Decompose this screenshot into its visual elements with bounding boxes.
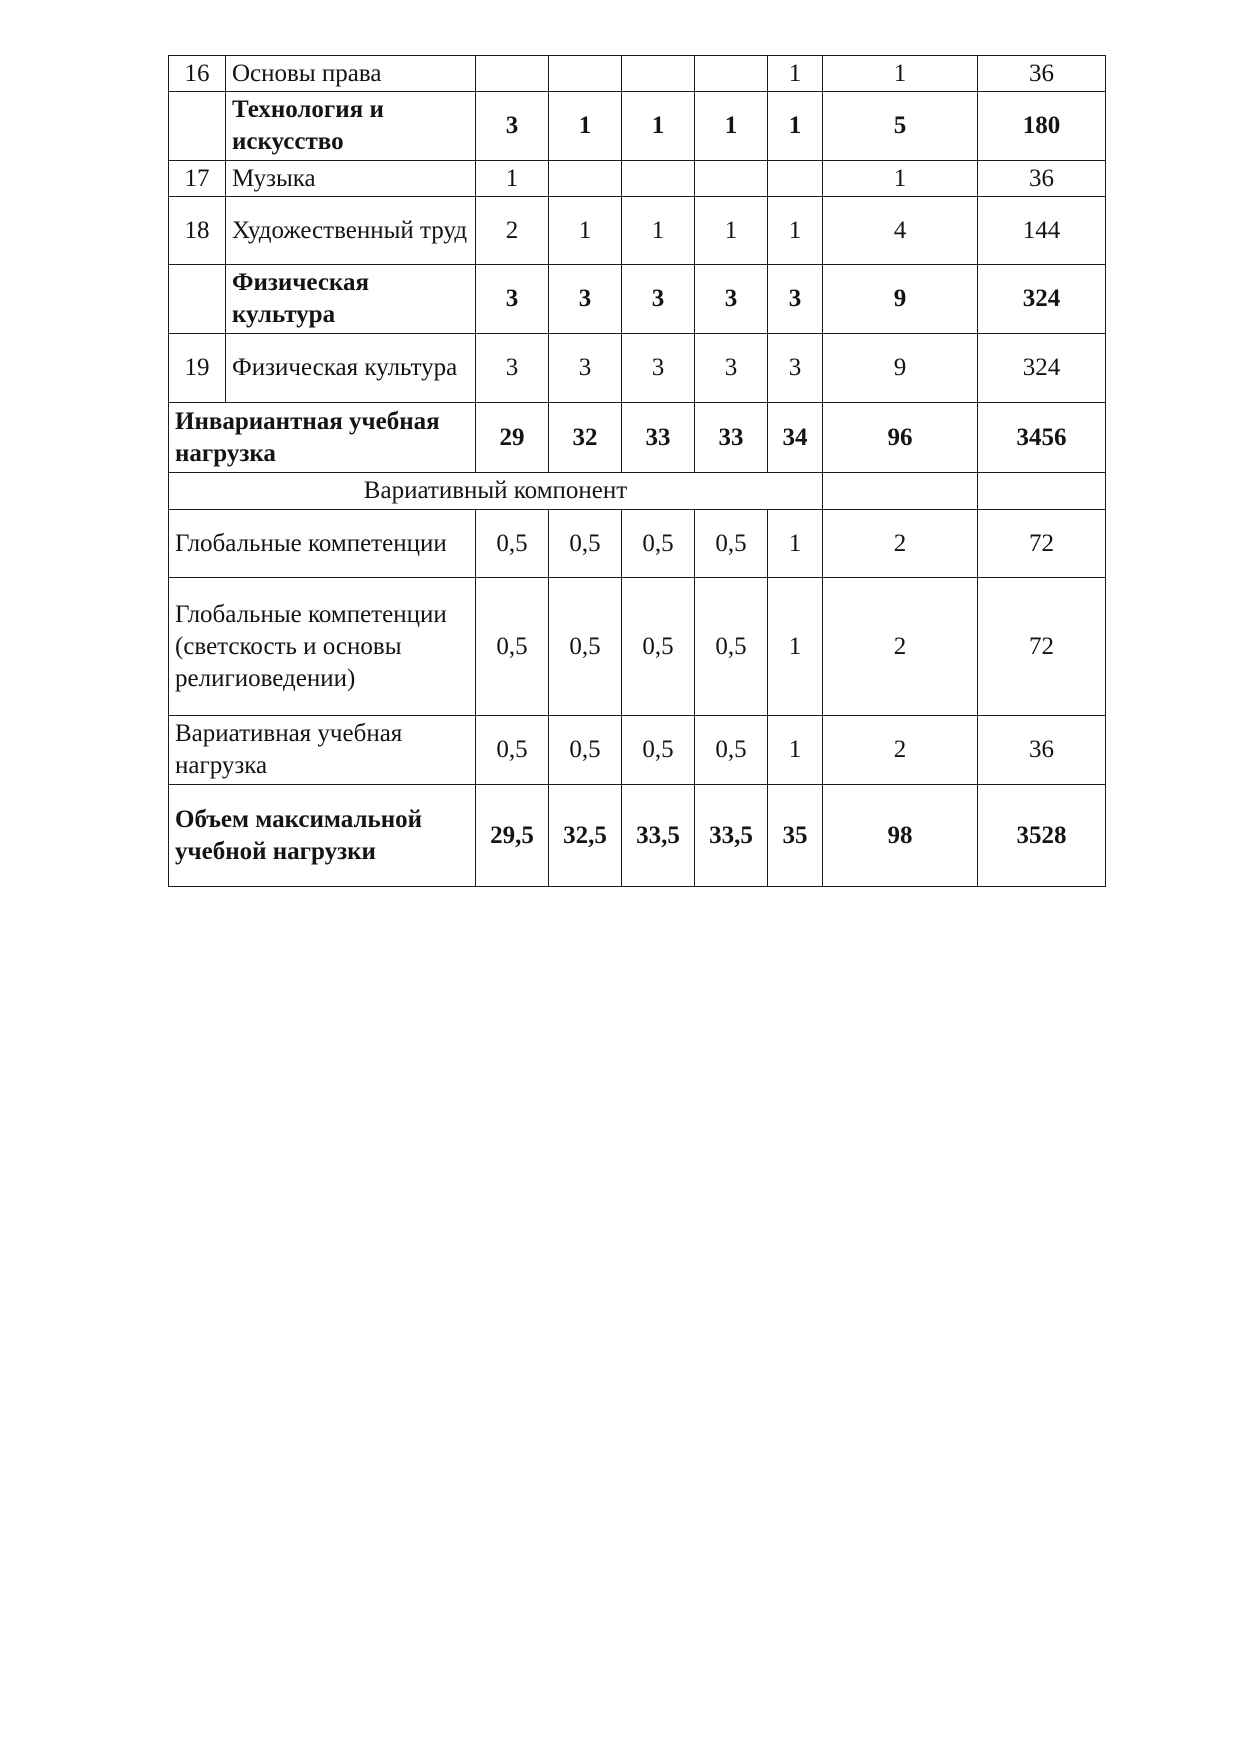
grade-hours: 1	[476, 161, 549, 197]
grade-hours: 3	[695, 265, 768, 334]
table-row-group	[169, 92, 1106, 161]
grade-hours: 0,5	[549, 716, 622, 785]
variative-header-row	[169, 473, 1106, 510]
weekly-total: 96	[823, 403, 978, 473]
grade-hours: 1	[622, 197, 695, 265]
invariant-total-label: Инвариантная учебная нагрузка	[169, 403, 476, 473]
grade-hours: 1	[768, 510, 823, 578]
annual-total: 36	[978, 716, 1106, 785]
grade-hours: 0,5	[622, 578, 695, 716]
annual-total: 72	[978, 510, 1106, 578]
grade-hours: 0,5	[622, 716, 695, 785]
grade-hours: 1	[695, 197, 768, 265]
grade-hours: 3	[622, 334, 695, 403]
grade-hours	[549, 161, 622, 197]
grade-hours: 1	[549, 92, 622, 161]
table-row	[169, 510, 1106, 578]
weekly-total: 9	[823, 334, 978, 403]
table-row	[169, 334, 1106, 403]
grade-hours: 34	[768, 403, 823, 473]
row-number	[169, 92, 226, 161]
grade-hours: 3	[476, 265, 549, 334]
row-number: 16	[169, 56, 226, 92]
grade-hours: 1	[768, 578, 823, 716]
row-number: 17	[169, 161, 226, 197]
grade-hours: 0,5	[476, 510, 549, 578]
grade-hours: 0,5	[549, 578, 622, 716]
grade-hours: 0,5	[695, 578, 768, 716]
subject-group-name: Физическая культура	[226, 265, 476, 334]
row-number	[169, 265, 226, 334]
table-row-group	[169, 265, 1106, 334]
grade-hours	[695, 161, 768, 197]
grade-hours: 1	[768, 56, 823, 92]
subject-name: Художественный труд	[226, 197, 476, 265]
grade-hours: 3	[768, 334, 823, 403]
grade-hours: 0,5	[695, 510, 768, 578]
subject-name: Физическая культура	[226, 334, 476, 403]
annual-total: 72	[978, 578, 1106, 716]
variative-subject-name: Глобальные компетенции	[169, 510, 476, 578]
grade-hours: 3	[768, 265, 823, 334]
weekly-total: 1	[823, 161, 978, 197]
weekly-total: 2	[823, 716, 978, 785]
grade-hours: 1	[695, 92, 768, 161]
grade-hours: 3	[622, 265, 695, 334]
curriculum-table	[168, 55, 1106, 887]
grade-hours: 0,5	[549, 510, 622, 578]
weekly-total: 1	[823, 56, 978, 92]
weekly-total: 9	[823, 265, 978, 334]
table-row	[169, 161, 1106, 197]
grade-hours: 0,5	[622, 510, 695, 578]
grade-hours: 3	[549, 334, 622, 403]
grade-hours	[476, 56, 549, 92]
annual-total: 324	[978, 265, 1106, 334]
weekly-total: 5	[823, 92, 978, 161]
empty-cell	[978, 473, 1106, 510]
row-number: 18	[169, 197, 226, 265]
weekly-total: 2	[823, 510, 978, 578]
table-row	[169, 197, 1106, 265]
grade-hours: 29,5	[476, 785, 549, 887]
annual-total: 144	[978, 197, 1106, 265]
variative-subject-name: Глобальные компетенции (светскость и основы религиоведении)	[169, 578, 476, 716]
grade-hours: 3	[549, 265, 622, 334]
grade-hours	[768, 161, 823, 197]
weekly-total: 98	[823, 785, 978, 887]
annual-total: 3456	[978, 403, 1106, 473]
grade-hours: 33,5	[622, 785, 695, 887]
subject-name: Музыка	[226, 161, 476, 197]
variative-section-title: Вариативный компонент	[169, 473, 823, 510]
grade-hours	[549, 56, 622, 92]
empty-cell	[823, 473, 978, 510]
grade-hours: 3	[476, 92, 549, 161]
grade-hours: 33	[695, 403, 768, 473]
subject-name: Основы права	[226, 56, 476, 92]
grade-hours: 1	[768, 197, 823, 265]
variative-subject-name: Вариативная учебная нагрузка	[169, 716, 476, 785]
grade-hours: 29	[476, 403, 549, 473]
grade-hours: 33,5	[695, 785, 768, 887]
invariant-total-row	[169, 403, 1106, 473]
grade-hours: 33	[622, 403, 695, 473]
grade-hours: 2	[476, 197, 549, 265]
row-number: 19	[169, 334, 226, 403]
annual-total: 324	[978, 334, 1106, 403]
grade-hours	[622, 56, 695, 92]
subject-group-name: Технология и искусство	[226, 92, 476, 161]
table-row	[169, 716, 1106, 785]
grade-hours: 1	[549, 197, 622, 265]
annual-total: 36	[978, 161, 1106, 197]
grade-hours: 32,5	[549, 785, 622, 887]
table-row	[169, 578, 1106, 716]
grade-hours: 1	[768, 716, 823, 785]
max-total-row	[169, 785, 1106, 887]
annual-total: 36	[978, 56, 1106, 92]
grade-hours: 0,5	[476, 716, 549, 785]
grade-hours: 35	[768, 785, 823, 887]
grade-hours: 0,5	[476, 578, 549, 716]
weekly-total: 4	[823, 197, 978, 265]
annual-total: 180	[978, 92, 1106, 161]
grade-hours: 0,5	[695, 716, 768, 785]
grade-hours: 3	[476, 334, 549, 403]
grade-hours: 32	[549, 403, 622, 473]
grade-hours	[622, 161, 695, 197]
table-row	[169, 56, 1106, 92]
weekly-total: 2	[823, 578, 978, 716]
grade-hours	[695, 56, 768, 92]
max-total-label: Объем максимальной учебной нагрузки	[169, 785, 476, 887]
grade-hours: 1	[768, 92, 823, 161]
grade-hours: 3	[695, 334, 768, 403]
grade-hours: 1	[622, 92, 695, 161]
annual-total: 3528	[978, 785, 1106, 887]
